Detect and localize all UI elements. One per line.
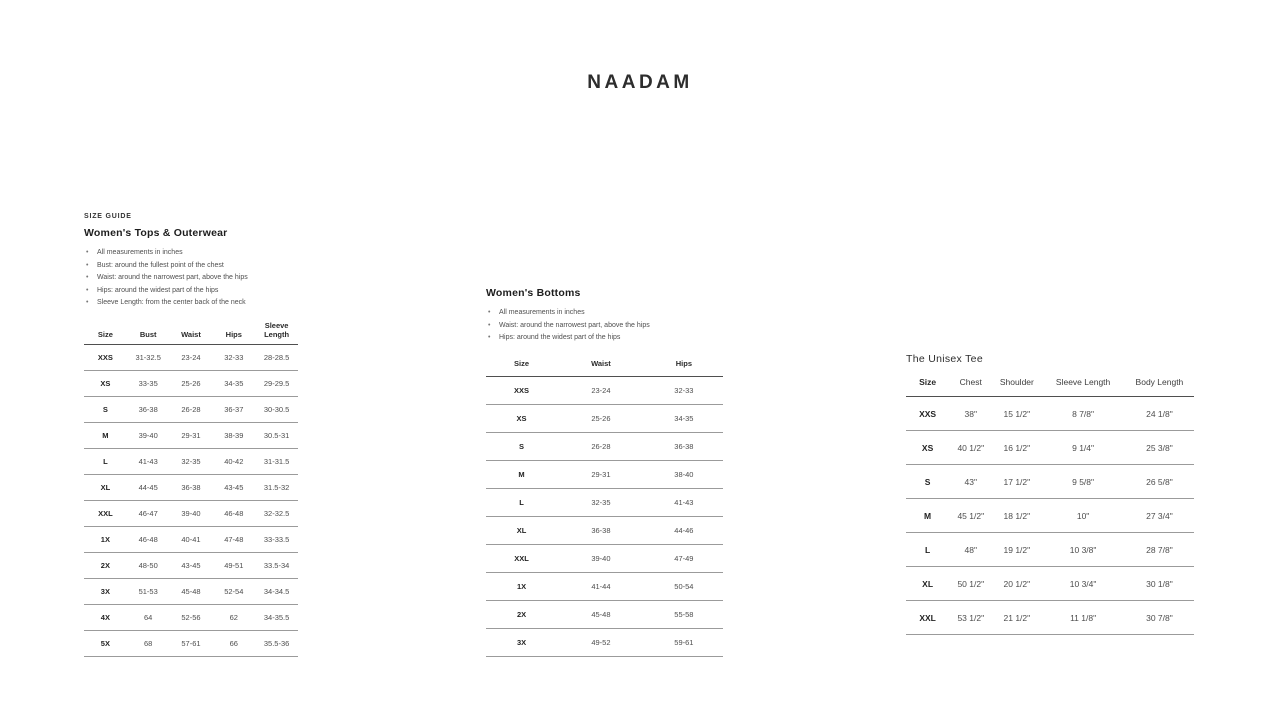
size-cell: 3X — [100, 586, 110, 596]
measurement-cell: 62 — [229, 612, 238, 622]
measurement-cell: 66 — [229, 638, 238, 648]
measurement-cell: 31-32.5 — [135, 352, 161, 362]
size-cell: S — [519, 441, 525, 451]
measurement-cell: 33-33.5 — [263, 534, 290, 544]
measurement-cell: 23-24 — [591, 385, 611, 395]
section-womens-tops — [84, 213, 298, 657]
bottoms-heading: Women's Bottoms — [486, 287, 581, 299]
measurement-cell: 46-48 — [138, 534, 158, 544]
measurement-cell: 10 3/8" — [1069, 544, 1097, 555]
measurement-note: • Sleeve Length: from the center back of the neck — [84, 297, 298, 310]
measurement-note: • All measurements in inches — [486, 307, 723, 320]
table-row — [486, 628, 723, 656]
measurement-cell: 41-43 — [674, 497, 694, 507]
measurement-cell: 34-35.5 — [263, 612, 290, 622]
size-cell: M — [102, 430, 109, 440]
table-header-row — [906, 371, 1194, 397]
size-cell: 4X — [100, 612, 110, 622]
size-cell: XXS — [97, 352, 113, 362]
measurement-cell: 9 5/8" — [1072, 476, 1095, 487]
measurement-cell: 59-61 — [674, 637, 694, 647]
table-row — [486, 432, 723, 460]
measurement-cell: 26-28 — [591, 441, 611, 451]
column-header: Waist — [181, 329, 201, 339]
measurement-cell: 24 1/8" — [1146, 408, 1173, 419]
size-cell: 5X — [100, 638, 110, 648]
size-cell: XXS — [514, 385, 530, 395]
measurement-cell: 9 1/4" — [1072, 442, 1095, 453]
measurement-note: • All measurements in inches — [84, 247, 298, 260]
column-header: Waist — [591, 358, 611, 368]
measurement-cell: 27 3/4" — [1146, 510, 1173, 521]
table-header-row — [84, 317, 298, 345]
table-row — [84, 604, 298, 630]
measurement-cell: 32-32.5 — [263, 508, 290, 518]
measurement-cell: 38-40 — [674, 469, 694, 479]
size-cell: 2X — [516, 609, 527, 619]
table-row — [84, 396, 298, 422]
measurement-cell: 25-26 — [181, 378, 201, 388]
column-header: Sleeve Length — [264, 320, 290, 339]
table-row — [486, 572, 723, 600]
measurement-cell: 53 1/2" — [957, 612, 985, 623]
table-row — [84, 578, 298, 604]
measurement-cell: 49-51 — [224, 560, 244, 570]
column-header: Size — [514, 358, 530, 368]
measurement-cell: 38" — [964, 408, 978, 419]
measurement-cell: 17 1/2" — [1003, 476, 1031, 487]
measurement-cell: 35.5-36 — [263, 638, 290, 648]
table-row — [84, 474, 298, 500]
measurement-cell: 30 1/8" — [1146, 578, 1173, 589]
size-cell: L — [103, 456, 108, 466]
table-row — [84, 422, 298, 448]
table-row — [486, 516, 723, 544]
measurement-cell: 55-58 — [674, 609, 694, 619]
measurement-cell: 31-31.5 — [263, 456, 290, 466]
table-row — [84, 500, 298, 526]
measurement-cell: 48-50 — [138, 560, 158, 570]
measurement-cell: 28 7/8" — [1146, 544, 1173, 555]
measurement-cell: 8 7/8" — [1072, 408, 1095, 419]
measurement-cell: 45-48 — [181, 586, 201, 596]
measurement-cell: 28-28.5 — [263, 352, 290, 362]
size-cell: M — [518, 469, 525, 479]
column-header: Hips — [225, 329, 242, 339]
column-header: Shoulder — [999, 377, 1034, 387]
measurement-cell: 18 1/2" — [1003, 510, 1031, 521]
measurement-cell: 36-38 — [674, 441, 694, 451]
table-row — [486, 544, 723, 572]
size-cell: XXS — [919, 408, 937, 419]
measurement-cell: 19 1/2" — [1003, 544, 1031, 555]
table-row — [84, 370, 298, 396]
bottoms-measurement-notes — [486, 307, 723, 345]
table-row — [906, 533, 1194, 567]
bottoms-size-table — [486, 353, 723, 657]
measurement-cell: 32-33 — [674, 385, 694, 395]
table-header-row — [486, 353, 723, 377]
measurement-cell: 33.5-34 — [263, 560, 290, 570]
measurement-cell: 40 1/2" — [957, 442, 985, 453]
column-header: Hips — [675, 358, 693, 368]
size-cell: 3X — [516, 637, 527, 647]
table-row — [906, 431, 1194, 465]
measurement-cell: 30.5-31 — [263, 430, 290, 440]
measurement-cell: 16 1/2" — [1003, 442, 1031, 453]
size-cell: S — [102, 404, 108, 414]
measurement-cell: 36-38 — [591, 525, 611, 535]
measurement-cell: 44-46 — [674, 525, 694, 535]
table-row — [906, 499, 1194, 533]
measurement-cell: 44-45 — [138, 482, 158, 492]
measurement-cell: 10" — [1076, 510, 1090, 521]
size-cell: XS — [100, 378, 111, 388]
column-header: Sleeve Length — [1055, 377, 1111, 387]
tops-measurement-notes — [84, 247, 298, 310]
table-row — [84, 526, 298, 552]
measurement-cell: 30 7/8" — [1146, 612, 1173, 623]
measurement-cell: 36-37 — [224, 404, 244, 414]
table-row — [84, 552, 298, 578]
measurement-note: • Bust: around the fullest point of the chest — [84, 260, 298, 273]
table-row — [906, 465, 1194, 499]
size-cell: L — [924, 544, 931, 555]
measurement-cell: 33-35 — [138, 378, 158, 388]
measurement-cell: 64 — [144, 612, 153, 622]
measurement-cell: 32-33 — [224, 352, 244, 362]
measurement-note: • Hips: around the widest part of the hips — [486, 332, 723, 345]
column-header: Size — [97, 329, 113, 339]
measurement-cell: 38-39 — [224, 430, 244, 440]
measurement-cell: 32-35 — [591, 497, 611, 507]
size-cell: S — [924, 476, 931, 487]
size-cell: 1X — [516, 581, 527, 591]
size-cell: M — [924, 510, 932, 521]
measurement-cell: 25-26 — [591, 413, 611, 423]
tops-heading: Women's Tops & Outerwear — [84, 227, 228, 239]
table-row — [486, 600, 723, 628]
size-cell: XS — [516, 413, 527, 423]
measurement-cell: 52-54 — [224, 586, 244, 596]
measurement-cell: 39-40 — [591, 553, 611, 563]
measurement-cell: 30-30.5 — [263, 404, 290, 414]
measurement-cell: 36-38 — [181, 482, 201, 492]
measurement-cell: 43-45 — [181, 560, 201, 570]
measurement-cell: 10 3/4" — [1069, 578, 1097, 589]
size-cell: XL — [100, 482, 111, 492]
measurement-cell: 25 3/8" — [1146, 442, 1173, 453]
measurement-cell: 41-43 — [138, 456, 158, 466]
measurement-cell: 40-42 — [224, 456, 244, 466]
measurement-cell: 23-24 — [181, 352, 201, 362]
size-cell: XL — [516, 525, 527, 535]
table-row — [486, 488, 723, 516]
measurement-cell: 49-52 — [591, 637, 611, 647]
column-header: Body Length — [1135, 377, 1184, 387]
measurement-cell: 34-35 — [224, 378, 244, 388]
measurement-cell: 51-53 — [138, 586, 158, 596]
measurement-cell: 29-31 — [591, 469, 611, 479]
measurement-cell: 36-38 — [138, 404, 158, 414]
column-header: Size — [919, 377, 937, 387]
size-cell: XXL — [514, 553, 529, 563]
measurement-note: • Waist: around the narrowest part, above the hips — [486, 320, 723, 333]
measurement-note: • Waist: around the narrowest part, above the hips — [84, 272, 298, 285]
measurement-cell: 46-48 — [224, 508, 244, 518]
measurement-cell: 52-56 — [181, 612, 201, 622]
size-cell: XXL — [98, 508, 113, 518]
unisex-heading: The Unisex Tee — [906, 353, 983, 365]
measurement-cell: 15 1/2" — [1003, 408, 1031, 419]
measurement-cell: 39-40 — [138, 430, 158, 440]
measurement-cell: 39-40 — [181, 508, 201, 518]
unisex-size-table — [906, 371, 1194, 635]
table-row — [84, 630, 298, 656]
column-header: Bust — [139, 329, 157, 339]
size-cell: 1X — [100, 534, 110, 544]
measurement-cell: 26-28 — [181, 404, 201, 414]
measurement-cell: 20 1/2" — [1003, 578, 1031, 589]
tops-size-table — [84, 317, 298, 657]
measurement-cell: 43-45 — [224, 482, 244, 492]
measurement-cell: 29-29.5 — [263, 378, 290, 388]
measurement-cell: 46-47 — [138, 508, 158, 518]
measurement-cell: 50 1/2" — [957, 578, 985, 589]
measurement-cell: 47-48 — [224, 534, 244, 544]
measurement-cell: 32-35 — [181, 456, 201, 466]
size-cell: L — [519, 497, 524, 507]
measurement-note: • Hips: around the widest part of the hips — [84, 285, 298, 298]
measurement-cell: 48" — [964, 544, 978, 555]
column-header: Chest — [959, 377, 982, 387]
table-row — [906, 601, 1194, 635]
brand-logo: NAADAM — [587, 72, 693, 93]
table-row — [84, 448, 298, 474]
measurement-cell: 43" — [964, 476, 978, 487]
table-row — [486, 460, 723, 488]
size-cell: XXL — [919, 612, 936, 623]
table-row — [906, 567, 1194, 601]
measurement-cell: 40-41 — [181, 534, 201, 544]
measurement-cell: 26 5/8" — [1146, 476, 1173, 487]
size-cell: 2X — [100, 560, 110, 570]
measurement-cell: 47-49 — [674, 553, 694, 563]
measurement-cell: 21 1/2" — [1003, 612, 1031, 623]
table-row — [486, 404, 723, 432]
measurement-cell: 68 — [144, 638, 153, 648]
size-cell: XS — [921, 442, 934, 453]
section-unisex-tee — [906, 353, 1194, 635]
measurement-cell: 45-48 — [591, 609, 611, 619]
table-row — [906, 397, 1194, 431]
measurement-cell: 41-44 — [591, 581, 611, 591]
table-row — [486, 376, 723, 404]
measurement-cell: 50-54 — [674, 581, 694, 591]
measurement-cell: 34-35 — [674, 413, 694, 423]
table-row — [84, 344, 298, 370]
size-cell: XL — [922, 578, 934, 589]
size-guide-label: SIZE GUIDE — [84, 213, 132, 220]
measurement-cell: 34-34.5 — [263, 586, 290, 596]
section-womens-bottoms — [486, 287, 723, 657]
measurement-cell: 57-61 — [181, 638, 201, 648]
measurement-cell: 29-31 — [181, 430, 201, 440]
measurement-cell: 11 1/8" — [1070, 612, 1097, 623]
measurement-cell: 31.5-32 — [263, 482, 290, 492]
measurement-cell: 45 1/2" — [957, 510, 985, 521]
